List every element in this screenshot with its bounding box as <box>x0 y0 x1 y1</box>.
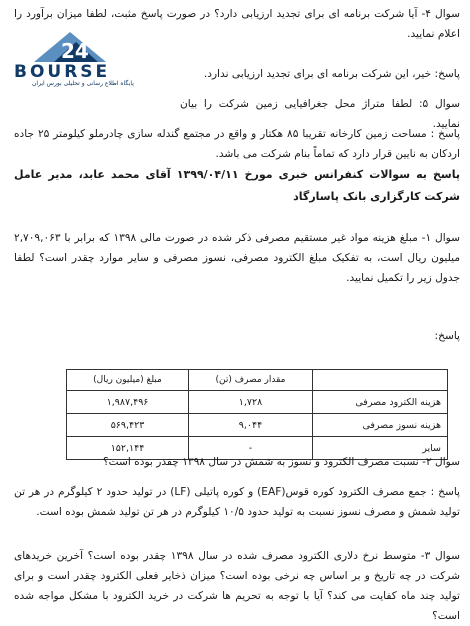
row-amount: ۱۵۲,۱۴۴ <box>67 437 189 460</box>
section-heading: پاسخ به سوالات کنفرانس خبری مورخ ۱۳۹۹/۰۴/۱۱ آقای محمد عابد، مدیر عامل شرکت کارگزاری بانک پاسارگاد <box>14 168 460 203</box>
logo-tagline: پایگاه اطلاع رسانی و تحلیلی بورس ایران <box>32 80 134 87</box>
logo-emblem-icon <box>14 30 172 64</box>
answer-2: پاسخ : جمع مصرف الکترود کوره قوس(EAF) و کوره پاتیلی (LF) در تولید حدود ۲ کیلوگرم در هر تن تولید شمش و مصرف نسوز نسبت به تولید حدود ۱۰/۵ کیلوگرم در هر تن تولید شمش بوده است. <box>14 486 460 518</box>
question-2: سوال ۲- نسبت مصرف الکترود و نسوز به شمش در سال ۱۳۹۸ چقدر بوده است؟ <box>102 456 460 468</box>
question-4: سوال ۴- آیا شرکت برنامه ای برای تجدید ارزیابی دارد؟ در صورت پاسخ مثبت، لطفا میزان برآورد را اعلام نمایید. <box>14 8 460 40</box>
table-header-cell: مقدار مصرف (تن) <box>189 370 313 391</box>
table-header-cell: مبلغ (میلیون ریال) <box>67 370 189 391</box>
question-3: سوال ۳- متوسط نرخ دلاری الکترود مصرف شده در سال ۱۳۹۸ چقدر بوده است؟ آخرین خریدهای شرکت در چه تاریخ و بر اساس چه نرخی بوده است؟ میزان ذخایر فعلی الکترود چقدر است و برای تولید چند ماه کفایت می کند؟ آیا با توجه به تحریم ها شرکت در خرید الکترود با مشکل مواجه شده است؟ <box>14 550 460 622</box>
answer-5: پاسخ : مساحت زمین کارخانه تقریبا ۸۵ هکتار و واقع در مجتمع گندله سازی چادرملو کیلومتر ۲۵ جاده اردکان به نایین قرار دارد که تماماً بنام شرکت می باشد. <box>14 128 460 160</box>
row-label: هزینه نسوز مصرفی <box>313 414 448 437</box>
row-label: سایر <box>313 437 448 460</box>
answer-4: پاسخ: خیر، این شرکت برنامه ای برای تجدید ارزیابی ندارد. <box>203 68 460 80</box>
row-label: هزینه الکترود مصرفی <box>313 391 448 414</box>
svg-text:24: 24 <box>61 39 89 63</box>
consumption-table <box>66 369 448 460</box>
question-1: سوال ۱- مبلغ هزینه مواد غیر مستقیم مصرفی ذکر شده در صورت مالی ۱۳۹۸ که برابر با ۲,۷۰۹,۰۶۳ میلیون ریال است، به تفکیک مبلغ الکترود مصرفی، نسوز مصرفی و سایر موارد چقدر است؟ لطفا جدول زیر را تکمیل نمایید. <box>14 232 461 284</box>
table-header-cell <box>313 370 448 391</box>
answer-1-label: پاسخ: <box>434 330 460 342</box>
table-row <box>67 414 448 437</box>
row-amount: ۵۶۹,۴۲۳ <box>67 414 189 437</box>
row-quantity: - <box>189 437 313 460</box>
table-header-row <box>67 370 448 391</box>
bourse-logo <box>14 30 172 88</box>
question-5: سوال ۵: لطفا متراژ محل جغرافیایی زمین شرکت را بیان نمایید. <box>180 98 460 130</box>
row-quantity: ۱,۷۲۸ <box>189 391 313 414</box>
table-row <box>67 391 448 414</box>
logo-wordmark: BOURSE <box>14 62 111 82</box>
row-amount: ۱,۹۸۷,۴۹۶ <box>67 391 189 414</box>
row-quantity: ۹,۰۴۴ <box>189 414 313 437</box>
